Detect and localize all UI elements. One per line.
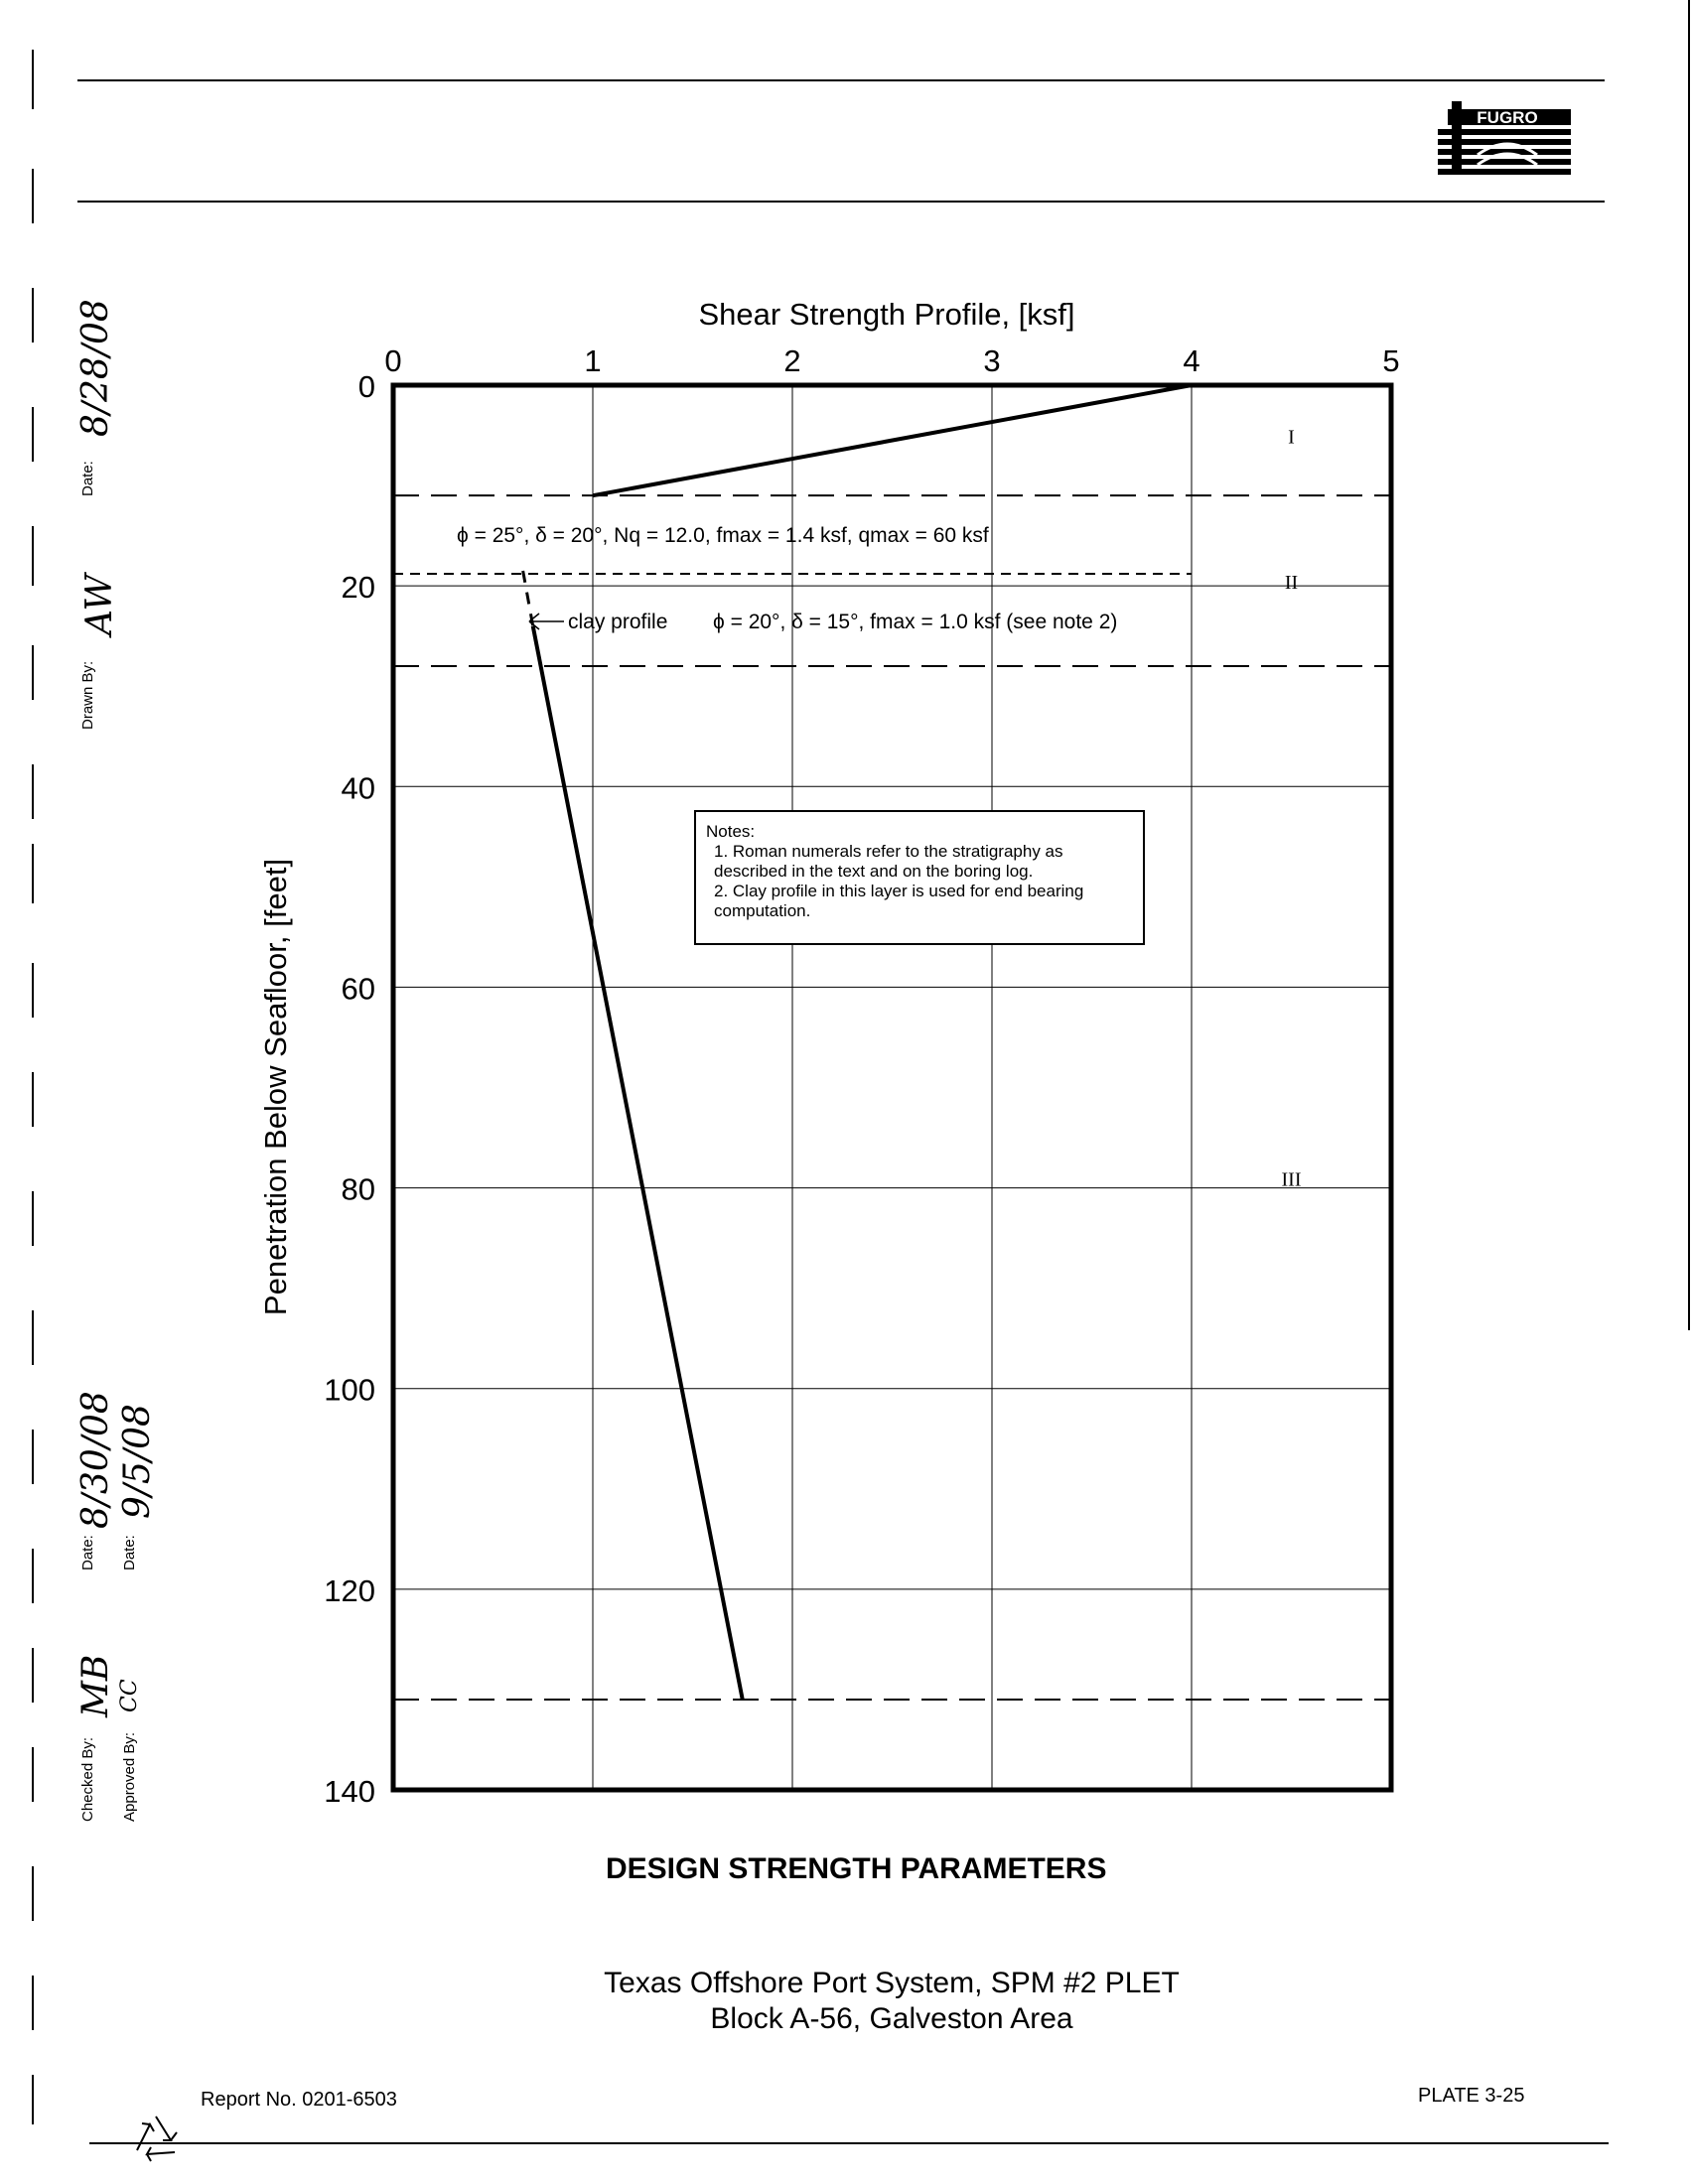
svg-text:FUGRO: FUGRO bbox=[1477, 108, 1538, 127]
stratigraphy-label: III bbox=[1281, 1168, 1302, 1191]
date3-label: Date: bbox=[121, 1535, 138, 1570]
x-tick-label: 3 bbox=[983, 343, 1001, 378]
strength-profile-line bbox=[533, 626, 743, 1700]
y-tick-label: 80 bbox=[341, 1171, 375, 1207]
drawn-by-signature: AW bbox=[79, 574, 120, 635]
clay-profile-label: clay profile bbox=[568, 611, 668, 633]
figure-heading: DESIGN STRENGTH PARAMETERS bbox=[606, 1852, 1107, 1885]
stratigraphy-label: II bbox=[1284, 572, 1299, 595]
plot-frame bbox=[393, 385, 1391, 1790]
report-number: Report No. 0201-6503 bbox=[201, 2089, 397, 2111]
notes-box bbox=[694, 810, 1145, 945]
chart-title: Shear Strength Profile, [ksf] bbox=[698, 297, 1075, 332]
plate-number: PLATE 3-25 bbox=[1418, 2085, 1525, 2107]
x-tick-label: 1 bbox=[584, 343, 602, 378]
y-tick-label: 20 bbox=[341, 570, 375, 606]
x-tick-label: 5 bbox=[1382, 343, 1400, 378]
project-title-line2: Block A-56, Galveston Area bbox=[710, 2002, 1073, 2035]
approved-by-label: Approved By: bbox=[121, 1731, 138, 1822]
date1-signature: 8/28/08 bbox=[75, 299, 116, 437]
note-item: 1. Roman numerals refer to the stratigraphy as described in the text and on the boring log. bbox=[714, 842, 1063, 881]
y-tick-label: 140 bbox=[324, 1774, 375, 1809]
date2-label: Date: bbox=[79, 1535, 96, 1570]
approved-by-signature: CC bbox=[117, 1679, 142, 1712]
date3-signature: 9/5/08 bbox=[117, 1404, 158, 1519]
layer-ii-parameters: ϕ = 20°, δ = 15°, fmax = 1.0 ksf (see note 2) bbox=[713, 611, 1118, 633]
checked-by-label: Checked By: bbox=[79, 1736, 96, 1822]
x-tick-label: 0 bbox=[384, 343, 402, 378]
project-title-line1: Texas Offshore Port System, SPM #2 PLET bbox=[604, 1967, 1180, 1999]
strength-profile-line bbox=[593, 385, 1192, 495]
y-axis-label: Penetration Below Seafloor, [feet] bbox=[258, 858, 293, 1316]
drawn-by-label: Drawn By: bbox=[79, 660, 96, 730]
date1-label: Date: bbox=[79, 461, 96, 496]
y-tick-label: 100 bbox=[324, 1372, 375, 1408]
date2-signature: 8/30/08 bbox=[75, 1391, 116, 1529]
y-tick-label: 0 bbox=[357, 369, 375, 404]
recycle-icon bbox=[125, 2111, 187, 2172]
strength-profile-line bbox=[523, 571, 533, 626]
y-tick-label: 40 bbox=[341, 770, 375, 806]
stratigraphy-label: I bbox=[1288, 426, 1295, 449]
y-tick-label: 120 bbox=[324, 1572, 375, 1608]
note-item: 2. Clay profile in this layer is used for end bearing computation. bbox=[714, 882, 1084, 920]
x-tick-label: 4 bbox=[1183, 343, 1200, 378]
checked-by-signature: MB bbox=[75, 1654, 116, 1717]
layer-i-parameters: ϕ = 25°, δ = 20°, Nq = 12.0, fmax = 1.4 ksf, qmax = 60 ksf bbox=[457, 524, 989, 547]
x-tick-label: 2 bbox=[783, 343, 801, 378]
y-tick-label: 60 bbox=[341, 971, 375, 1007]
notes-heading: Notes: bbox=[706, 822, 756, 841]
